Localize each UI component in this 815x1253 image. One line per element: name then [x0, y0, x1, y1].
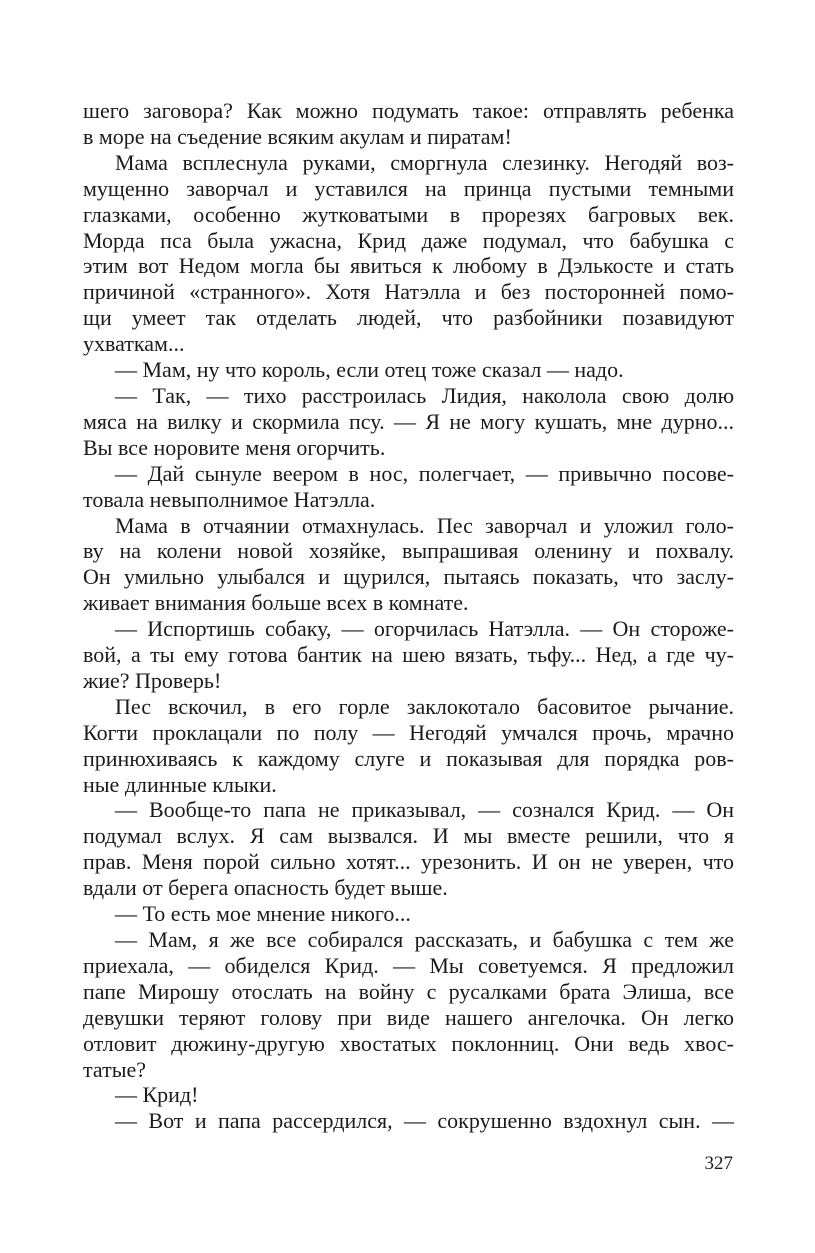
text-line: щи умеет так отделать людей, что разбойники позавидуют [83, 305, 734, 331]
text-line: причиной «странного». Хотя Натэлла и без посторонней помо- [83, 279, 734, 305]
text-line: — Испортишь собаку, — огорчилась Натэлла. — Он стороже- [115, 616, 734, 642]
text-line: этим вот Недом могла бы явиться к любому в Дэлькосте и стать [83, 253, 734, 279]
text-line: — Вообще-то папа не приказывал, — сознался Крид. — Он [115, 797, 734, 823]
text-line: живает внимания больше всех в комнате. [83, 590, 469, 616]
text-line: Морда пса была ужасна, Крид даже подумал, что бабушка с [83, 227, 734, 253]
text-line: ные длинные клыки. [83, 771, 277, 797]
text-line: Пес вскочил, в его горле заклокотало басовитое рычание. [115, 693, 734, 719]
text-line: ухваткам... [83, 331, 185, 357]
text-line: папе Мирошу отослать на войну с русалками брата Элиша, все [83, 978, 734, 1004]
text-line: Он умильно улыбался и щурился, пытаясь показать, что заслу- [83, 564, 734, 590]
text-line: Мама всплеснула руками, сморгнула слезинку. Негодяй воз- [115, 149, 734, 175]
text-line: вдали от берега опасность будет выше. [83, 875, 448, 901]
text-line: принюхиваясь к каждому слуге и показывая для порядка ров- [83, 745, 734, 771]
text-line: глазками, особенно жутковатыми в прорезях багровых век. [83, 201, 734, 227]
text-line: товала невыполнимое Натэлла. [83, 486, 376, 512]
text-line: — Дай сынуле веером в нос, полегчает, — привычно посове- [115, 460, 734, 486]
text-line: прав. Меня порой сильно хотят... урезонить. И он не уверен, что [83, 849, 734, 875]
text-line: ву на колени новой хозяйке, выпрашивая оленину и похвалу. [83, 538, 734, 564]
text-line: мяса на вилку и скормила псу. — Я не могу кушать, мне дурно... [83, 408, 734, 434]
text-line: татые? [83, 1056, 147, 1082]
text-line: — Мам, ну что король, если отец тоже сказал — надо. [115, 357, 624, 383]
text-line: девушки теряют голову при виде нашего ангелочка. Он легко [83, 1004, 734, 1030]
text-line: Когти проклацали по полу — Негодяй умчался прочь, мрачно [83, 719, 734, 745]
text-line: в море на съедение всяким акулам и пиратам! [83, 123, 512, 149]
text-line: Мама в отчаянии отмахнулась. Пес заворчал и уложил голо- [115, 512, 734, 538]
text-block [83, 98, 734, 1134]
text-line: Вы все норовите меня огорчить. [83, 434, 386, 460]
text-line: — Вот и папа рассердился, — сокрушенно вздохнул сын. — [115, 1108, 734, 1134]
text-line: подумал вслух. Я сам вызвался. И мы вместе решили, что я [83, 823, 734, 849]
text-line: шего заговора? Как можно подумать такое: отправлять ребенка [83, 98, 734, 123]
text-line: — Крид! [115, 1082, 199, 1108]
text-line: приехала, — обиделся Крид. — Мы советуемся. Я предложил [83, 952, 734, 978]
text-line: отловит дюжину-другую хвостатых поклонниц. Они ведь хвос- [83, 1030, 734, 1056]
text-line: — Мам, я же все собирался рассказать, и бабушка с тем же [115, 927, 734, 952]
text-line: — Так, — тихо расстроилась Лидия, наколола свою долю [115, 382, 734, 408]
text-line: — То есть мое мнение никого... [115, 901, 411, 927]
text-line: жие? Проверь! [83, 667, 222, 693]
text-line: мущенно заворчал и уставился на принца пустыми темными [83, 175, 734, 201]
text-line: вой, а ты ему готова бантик на шею вязать, тьфу... Нед, а где чу- [83, 642, 734, 668]
page-number: 327 [704, 1153, 733, 1174]
